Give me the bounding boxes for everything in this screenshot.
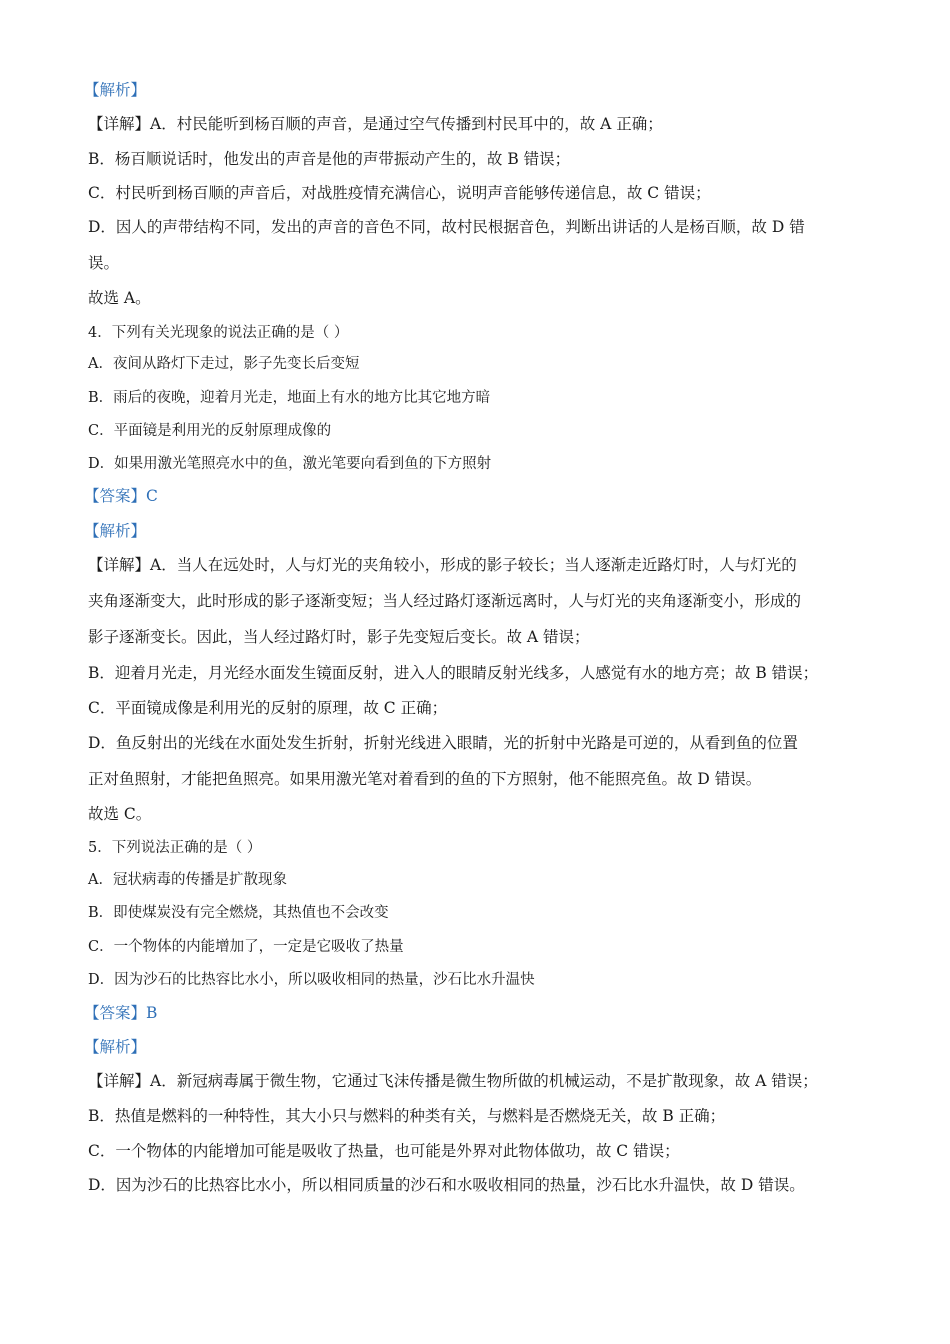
text-line: D．因人的声带结构不同，发出的声音的音色不同，故村民根据音色，判断出讲话的人是杨百顺，故 D 错 — [88, 218, 805, 236]
text-line: 【详解】A．当人在远处时，人与灯光的夹角较小，形成的影子较长；当人逐渐走近路灯时，人与灯光的 — [88, 556, 797, 574]
text-line: C．平面镜成像是利用光的反射的原理，故 C 正确； — [88, 699, 448, 717]
section-label: 【答案】C — [84, 487, 158, 505]
question-line: A．夜间从路灯下走过，影子先变长后变短 — [88, 356, 360, 372]
question-line: D．如果用激光笔照亮水中的鱼，激光笔要向看到鱼的下方照射 — [88, 456, 492, 472]
text-line: 正对鱼照射，才能把鱼照亮。如果用激光笔对着看到的鱼的下方照射，他不能照亮鱼。故 D 错误。 — [88, 770, 762, 788]
text-line: C．一个物体的内能增加可能是吸收了热量，也可能是外界对此物体做功，故 C 错误； — [88, 1142, 680, 1160]
text-line: B．杨百顺说话时，他发出的声音是他的声带振动产生的，故 B 错误； — [88, 150, 571, 168]
text-line: 故选 C。 — [88, 805, 152, 823]
question-line: C．一个物体的内能增加了，一定是它吸收了热量 — [88, 939, 404, 955]
text-line: 影子逐渐变长。因此，当人经过路灯时，影子先变短后变长。故 A 错误； — [88, 628, 590, 646]
question-line: B．即使煤炭没有完全燃烧，其热值也不会改变 — [88, 905, 389, 921]
text-line: 【详解】A．村民能听到杨百顺的声音，是通过空气传播到村民耳中的，故 A 正确； — [88, 115, 663, 133]
question-line: 5．下列说法正确的是（ ） — [88, 840, 262, 856]
text-line: C．村民听到杨百顺的声音后，对战胜疫情充满信心，说明声音能够传递信息，故 C 错误； — [88, 184, 711, 202]
section-label: 【答案】B — [84, 1004, 158, 1022]
text-line: D．鱼反射出的光线在水面处发生折射，折射光线进入眼睛，光的折射中光路是可逆的，从看到鱼的位置 — [88, 734, 798, 752]
text-line: 夹角逐渐变大，此时形成的影子逐渐变短；当人经过路灯逐渐远离时，人与灯光的夹角逐渐变小，形成的 — [88, 592, 802, 610]
question-line: C．平面镜是利用光的反射原理成像的 — [88, 423, 332, 439]
text-line: D．因为沙石的比热容比水小，所以相同质量的沙石和水吸收相同的热量，沙石比水升温快，故 D 错误。 — [88, 1176, 805, 1194]
text-line: 误。 — [88, 254, 120, 272]
text-line: 【详解】A．新冠病毒属于微生物，它通过飞沫传播是微生物所做的机械运动，不是扩散现象，故 A 错误； — [88, 1072, 818, 1090]
text-line: 故选 A。 — [88, 289, 151, 307]
text-line: B．热值是燃料的一种特性，其大小只与燃料的种类有关，与燃料是否燃烧无关，故 B 正确； — [88, 1107, 726, 1125]
question-line: 4．下列有关光现象的说法正确的是（ ） — [88, 325, 349, 341]
section-label: 【解析】 — [84, 522, 147, 540]
question-line: B．雨后的夜晚，迎着月光走，地面上有水的地方比其它地方暗 — [88, 390, 491, 406]
section-label: 【解析】 — [84, 81, 147, 99]
question-line: D．因为沙石的比热容比水小，所以吸收相同的热量，沙石比水升温快 — [88, 972, 535, 988]
question-line: A．冠状病毒的传播是扩散现象 — [88, 872, 287, 888]
section-label: 【解析】 — [84, 1038, 147, 1056]
text-line: B．迎着月光走，月光经水面发生镜面反射，进入人的眼睛反射光线多，人感觉有水的地方亮；故 B 错误； — [88, 664, 819, 682]
